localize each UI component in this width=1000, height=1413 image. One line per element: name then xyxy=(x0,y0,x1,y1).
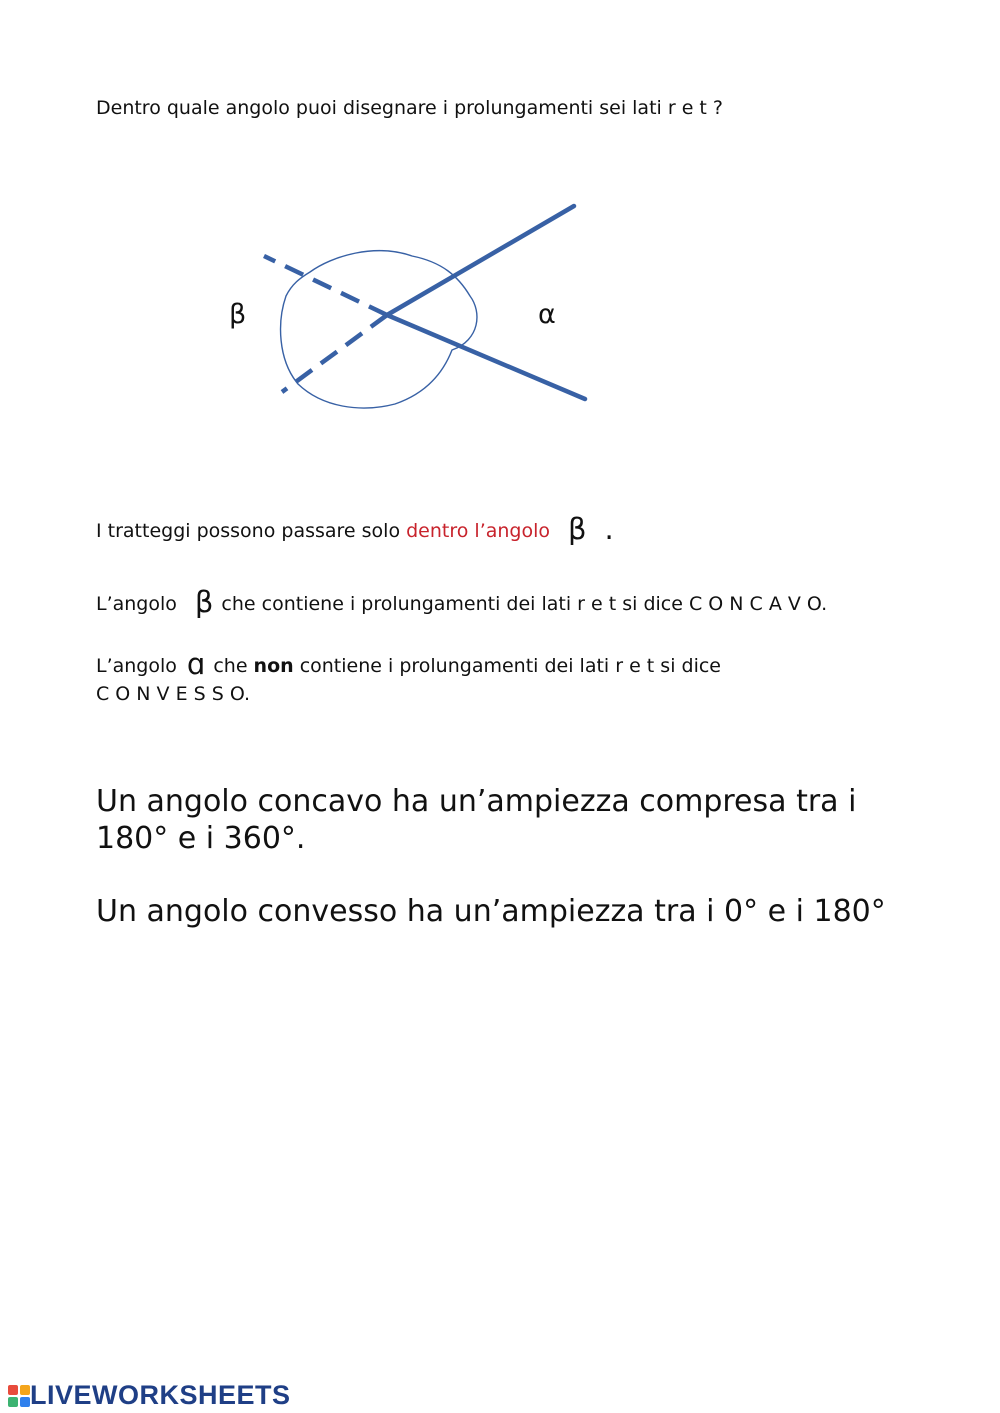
statement-convex-prefix: L’angolo xyxy=(96,655,177,677)
statement-dashes xyxy=(96,510,614,544)
statement-dashes-prefix: I tratteggi possono passare solo xyxy=(96,520,407,542)
liveworksheets-logo xyxy=(8,1380,291,1411)
statement-dashes-beta: β xyxy=(568,512,587,546)
statement-convex-continuation: C O N V E S S O. xyxy=(96,683,251,705)
statement-concave-prefix: L’angolo xyxy=(96,593,177,615)
extension-t-dashed xyxy=(282,315,387,392)
liveworksheets-logo-icon xyxy=(8,1385,30,1407)
concave-definition xyxy=(96,783,856,857)
statement-dashes-highlight: dentro l’angolo xyxy=(406,520,551,542)
liveworksheets-brand: LIVEWORKSHEETS xyxy=(30,1380,291,1410)
angle-diagram xyxy=(0,0,1000,470)
hand-drawn-circle xyxy=(281,251,477,408)
statement-convex xyxy=(96,645,721,679)
concave-definition-line-a: Un angolo concavo ha un’ampiezza compresa tra i xyxy=(96,784,857,819)
statement-convex-middle: che xyxy=(213,655,254,677)
statement-concave-beta: β xyxy=(194,585,214,619)
concave-definition-line-b: 180° e i 360°. xyxy=(96,821,306,856)
statement-concave-suffix: che contiene i prolungamenti dei lati r e t si dice C O N C A V O. xyxy=(221,593,828,615)
question-text: Dentro quale angolo puoi disegnare i prolungamenti sei lati r e t ? xyxy=(96,97,723,119)
statement-concave xyxy=(96,583,827,617)
label-alpha: α xyxy=(538,299,556,330)
statement-convex-alpha: ɑ xyxy=(186,647,206,681)
convex-definition: Un angolo convesso ha un’ampiezza tra i 0° e i 180° xyxy=(96,894,886,929)
statement-convex-suffix: contiene i prolungamenti dei lati r e t si dice xyxy=(293,655,721,677)
statement-dashes-period: . xyxy=(604,512,614,546)
statement-convex-bold: non xyxy=(253,655,294,677)
label-beta: β xyxy=(229,299,247,330)
